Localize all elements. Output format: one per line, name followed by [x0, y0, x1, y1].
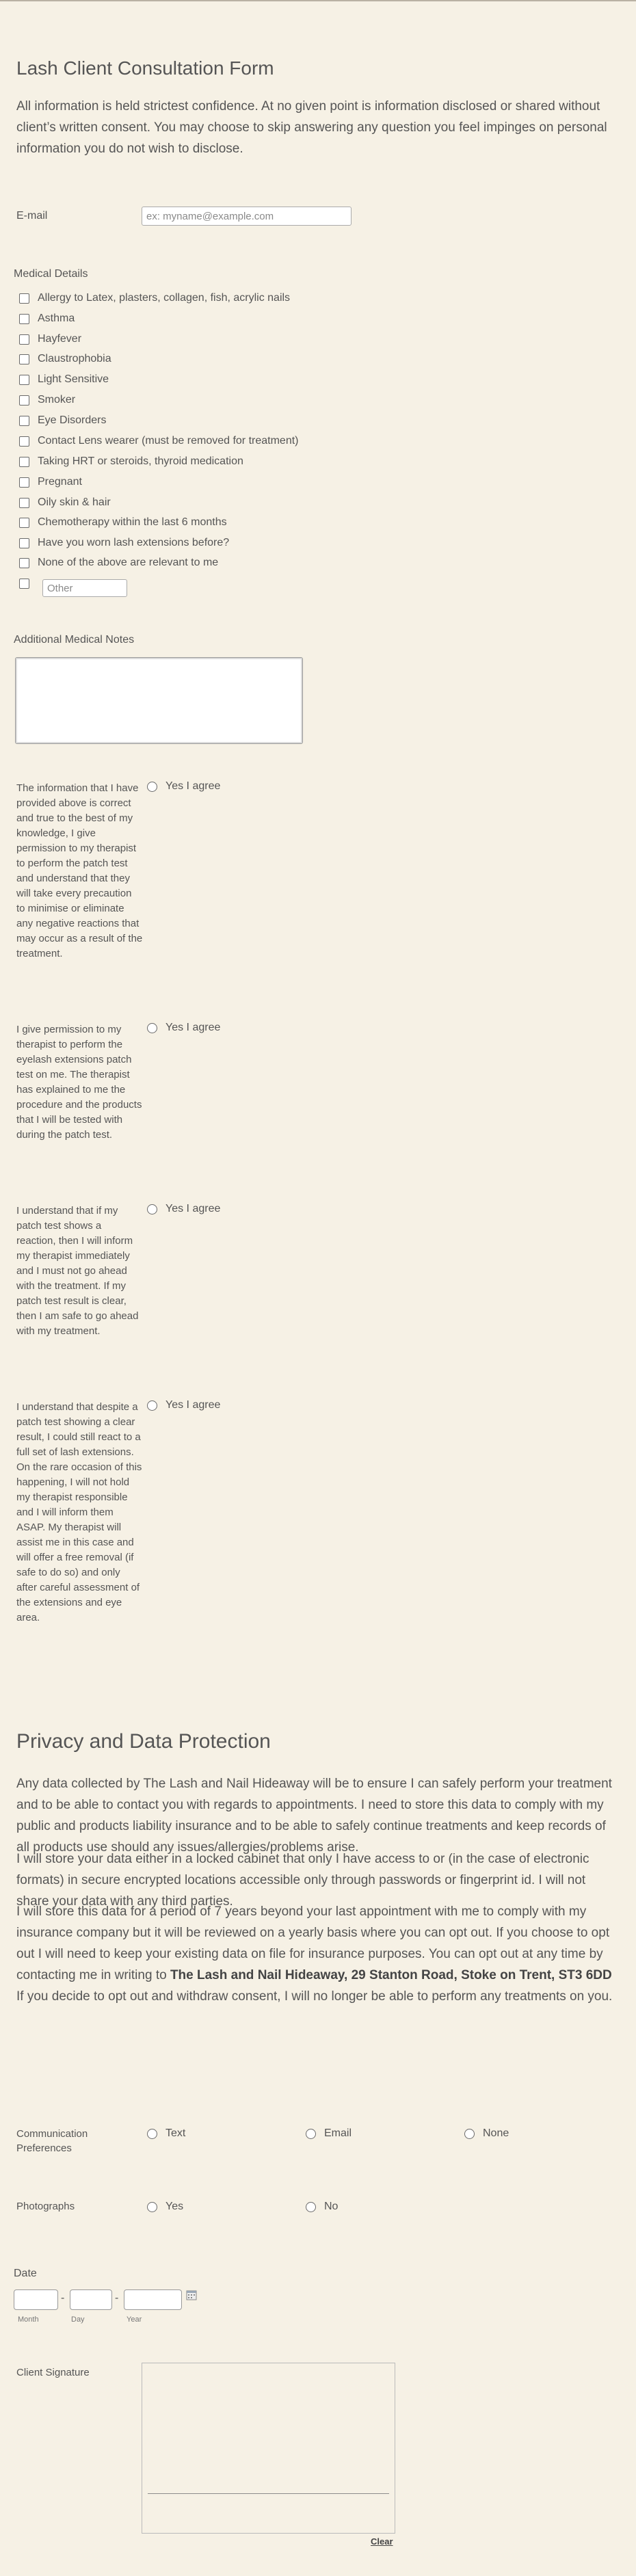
statement-text-3: I understand that if my patch test shows a reaction, then I will inform my therapist immediately and I must not go ahead with the treatment. If my patch test result is clear, then I am safe to go ahead with my treatment. — [16, 1205, 139, 1337]
medical-notes-textarea[interactable] — [15, 657, 303, 744]
privacy-text: If you decide to opt out and withdraw consent, I will no longer be able to perform any treatments on you. — [16, 1989, 613, 2004]
option-label: Oily skin & hair — [38, 496, 111, 508]
statement-4-agree-option[interactable] — [147, 1398, 220, 1412]
radio-button[interactable] — [147, 1023, 157, 1033]
medical-option-hayfever[interactable] — [19, 332, 81, 346]
photographs-label: Photographs — [16, 2201, 75, 2212]
option-label: Light Sensitive — [38, 373, 109, 385]
date-month-sublabel: Month — [18, 2315, 39, 2324]
option-label: Yes I agree — [165, 780, 221, 792]
option-label: Yes I agree — [165, 1022, 221, 1033]
radio-button[interactable] — [147, 782, 157, 792]
photographs-option-no[interactable] — [306, 2200, 338, 2214]
option-label: None — [483, 2127, 509, 2139]
radio-button[interactable] — [464, 2129, 475, 2139]
statement-2-agree-option[interactable] — [147, 1021, 220, 1035]
signature-label: Client Signature — [16, 2367, 90, 2378]
medical-option-none[interactable] — [19, 556, 218, 570]
option-label: Text — [165, 2127, 186, 2139]
medical-option-hrt[interactable] — [19, 455, 243, 468]
option-label: None of the above are relevant to me — [38, 557, 219, 568]
date-year-input[interactable] — [124, 2289, 182, 2310]
option-label: Chemotherapy within the last 6 months — [38, 516, 227, 528]
communication-label — [16, 2127, 88, 2155]
radio-button[interactable] — [147, 2129, 157, 2139]
signature-clear-button[interactable]: Clear — [371, 2536, 393, 2547]
radio-button[interactable] — [306, 2202, 316, 2212]
option-label: Taking HRT or steroids, thyroid medication — [38, 455, 243, 467]
checkbox[interactable] — [19, 314, 29, 324]
medical-details-label: Medical Details — [14, 268, 88, 280]
privacy-paragraph-1: Any data collected by The Lash and Nail Hideaway will be to ensure I can safely perform your treatment and to be able to contact you with regards to appointments. I need to store this data to comply with my public and products liability insurance and to be able to safely continue treatments and keep records of all products use should any issues/allergies/problems arise. — [16, 1777, 612, 1855]
privacy-heading: Privacy and Data Protection — [16, 1730, 271, 1753]
date-separator: - — [115, 2292, 119, 2304]
date-month-input[interactable] — [14, 2289, 58, 2310]
medical-option-asthma[interactable] — [19, 312, 75, 326]
option-label: Have you worn lash extensions before? — [38, 537, 230, 548]
medical-option-contact-lens[interactable] — [19, 434, 299, 448]
email-input[interactable] — [142, 207, 352, 226]
medical-option-eye-disorders[interactable] — [19, 414, 106, 427]
communication-option-text[interactable] — [147, 2127, 185, 2140]
date-separator: - — [61, 2292, 65, 2304]
radio-button[interactable] — [306, 2129, 316, 2139]
medical-option-claustrophobia[interactable] — [19, 352, 111, 366]
medical-option-chemotherapy[interactable] — [19, 516, 227, 529]
checkbox[interactable] — [19, 518, 29, 528]
checkbox[interactable] — [19, 477, 29, 488]
medical-other-input[interactable] — [42, 579, 127, 597]
option-label: Yes I agree — [165, 1399, 221, 1411]
signature-baseline — [148, 2493, 389, 2494]
email-label: E-mail — [16, 210, 48, 222]
label-line: Communication — [16, 2128, 88, 2140]
option-label: Email — [324, 2127, 352, 2139]
option-label: Asthma — [38, 313, 75, 324]
statement-text-1: The information that I have provided above is correct and true to the best of my knowledge, I give permission to my therapist to perform the patch test and understand that they will take every precaution to minimise or eliminate any negative reactions that may occur as a result of the treatment. — [16, 782, 143, 959]
photographs-option-yes[interactable] — [147, 2200, 183, 2214]
medical-option-latex[interactable] — [19, 291, 290, 305]
notes-label: Additional Medical Notes — [14, 634, 135, 646]
statement-text-4: I understand that despite a patch test showing a clear result, I could still react to a full set of lash extensions. On the rare occasion of this happening, I will not hold my therapist responsible and I will inform them ASAP. My therapist will assist me in this case and will offer a free removal (if safe to do so) and only after careful assessment of the extensions and eye area. — [16, 1401, 142, 1623]
checkbox[interactable] — [19, 375, 29, 385]
form-title: Lash Client Consultation Form — [16, 57, 274, 79]
communication-option-none[interactable] — [464, 2127, 509, 2140]
statement-1-agree-option[interactable] — [147, 780, 220, 793]
option-label: Yes I agree — [165, 1203, 221, 1214]
checkbox[interactable] — [19, 538, 29, 548]
privacy-paragraph-2: I will store your data either in a locked cabinet that only I have access to or (in the case of electronic formats) in secure encrypted locations accessible only through passwords or fingerprint id. I will not share your data with any third parties. — [16, 1852, 589, 1909]
option-label: Hayfever — [38, 333, 82, 345]
statement-3-agree-option[interactable] — [147, 1202, 220, 1216]
form-intro: All information is held strictest confidence. At no given point is information disclosed or shared without client’s written consent. You may choose to skip answering any question you feel impinges on personal information you do not wish to disclose. — [16, 99, 607, 156]
option-label: No — [324, 2201, 339, 2212]
medical-option-other[interactable] — [19, 576, 38, 590]
option-label: Yes — [165, 2201, 184, 2212]
date-label: Date — [14, 2268, 37, 2279]
checkbox[interactable] — [19, 395, 29, 406]
communication-option-email[interactable] — [306, 2127, 352, 2140]
medical-option-light-sensitive[interactable] — [19, 373, 109, 386]
checkbox[interactable] — [19, 354, 29, 364]
date-day-input[interactable] — [70, 2289, 112, 2310]
medical-option-smoker[interactable] — [19, 393, 75, 407]
date-year-sublabel: Year — [127, 2315, 142, 2324]
checkbox[interactable] — [19, 293, 29, 304]
option-label: Allergy to Latex, plasters, collagen, fish, acrylic nails — [38, 292, 291, 304]
privacy-text: I will store this data for a period of 7 years beyond your last appointment with me to comply with my insurance company but it will be reviewed on a yearly basis where you can opt out. If you choose to opt out I will need to keep your existing data on file for insurance purposes. You can opt out at any time by contacting me in writing to — [16, 1904, 610, 1982]
label-line: Preferences — [16, 2142, 72, 2154]
checkbox[interactable] — [19, 457, 29, 467]
radio-button[interactable] — [147, 2202, 157, 2212]
checkbox[interactable] — [19, 436, 29, 447]
privacy-paragraph-3 — [16, 1901, 618, 2007]
medical-option-lash-extensions-before[interactable] — [19, 536, 229, 550]
option-label: Eye Disorders — [38, 414, 107, 426]
option-label: Pregnant — [38, 476, 82, 488]
option-label: Contact Lens wearer (must be removed for treatment) — [38, 435, 299, 447]
calendar-icon[interactable] — [186, 2289, 197, 2300]
radio-button[interactable] — [147, 1400, 157, 1411]
medical-option-oily-skin[interactable] — [19, 496, 111, 509]
checkbox[interactable] — [19, 579, 29, 589]
statement-text-2: I give permission to my therapist to perform the eyelash extensions patch test on me. The therapist has explained to me the procedure and the products that I will be tested with during the patch test. — [16, 1024, 142, 1141]
radio-button[interactable] — [147, 1204, 157, 1214]
checkbox[interactable] — [19, 416, 29, 426]
privacy-address: The Lash and Nail Hideaway, 29 Stanton Road, Stoke on Trent, ST3 6DD — [170, 1968, 612, 1982]
medical-option-pregnant[interactable] — [19, 475, 82, 489]
option-label: Claustrophobia — [38, 353, 111, 364]
checkbox[interactable] — [19, 498, 29, 508]
checkbox[interactable] — [19, 558, 29, 568]
option-label: Smoker — [38, 394, 76, 406]
checkbox[interactable] — [19, 334, 29, 345]
page-top-border — [0, 0, 636, 1]
date-day-sublabel: Day — [71, 2315, 85, 2324]
signature-pad[interactable] — [142, 2363, 395, 2534]
